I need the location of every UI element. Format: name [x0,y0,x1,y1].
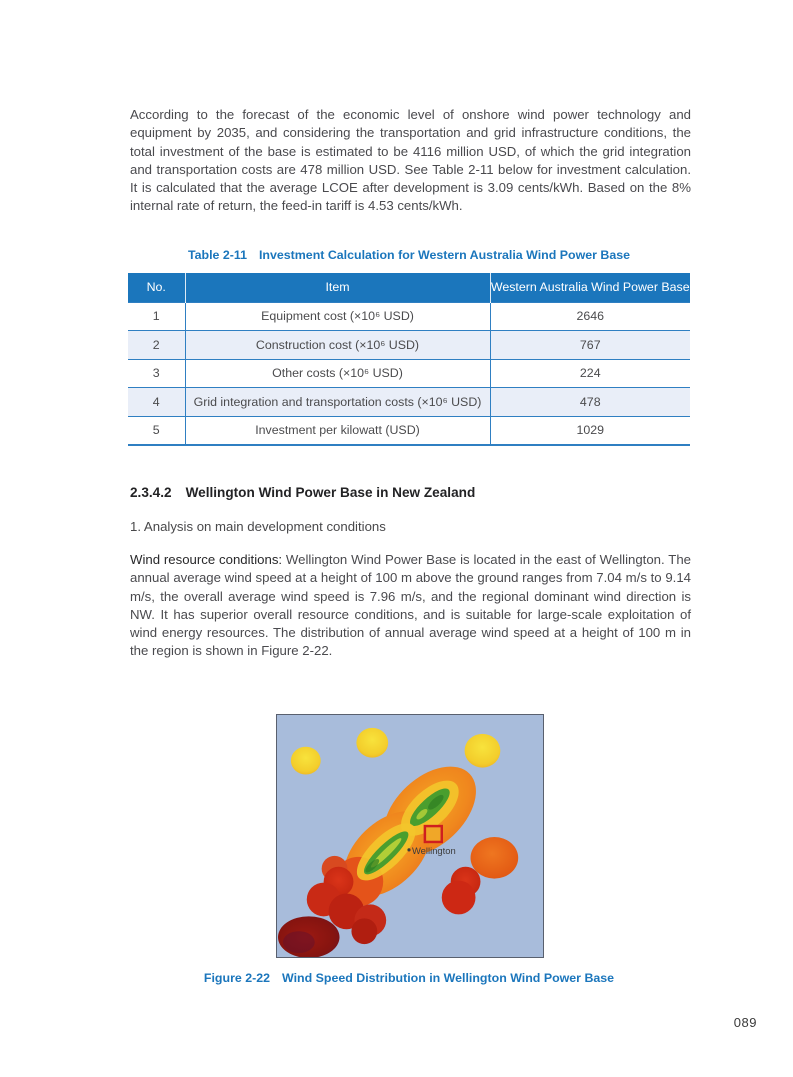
cell-value: 478 [490,388,690,417]
table-caption-label: Table 2-11 [187,248,247,262]
table-row [128,416,690,445]
wind-speed-map [276,714,544,958]
intro-paragraph: According to the forecast of the economic level of onshore wind power technology and equipment by 2035, and considering the transportation and grid infrastructure conditions, the total investment of the base is estimated to be 4116 million USD, of which the grid integration and transportation costs are 478 million USD. See Table 2-11 below for investment calculation. It is calculated that the average LCOE after development is 3.09 cents/kWh. Based on the 8% internal rate of return, the feed-in tariff is 4.53 cents/kWh. [130,107,691,214]
map-svg [277,715,543,957]
table-caption-title: Investment Calculation for Western Australia Wind Power Base [258,248,630,262]
map-dark-red-cell [278,916,340,957]
cell-item: Grid integration and transportation costs (×10⁶ USD) [185,388,490,417]
map-orange-cell-right [471,837,519,879]
cell-no: 1 [128,302,185,331]
investment-table [128,273,690,446]
section-heading [130,485,475,500]
table-caption [128,248,690,262]
cell-item: Investment per kilowatt (USD) [185,416,490,445]
col-header-item: Item [185,273,490,302]
wellington-label: Wellington [411,844,456,856]
cell-value: 2646 [490,302,690,331]
cell-item: Construction cost (×10⁶ USD) [185,331,490,360]
figure-caption [128,971,690,985]
table-header-row [128,273,690,302]
page-number: 089 [733,1015,757,1030]
cell-value: 224 [490,359,690,388]
table-row [128,302,690,331]
cell-value: 767 [490,331,690,360]
cell-no: 4 [128,388,185,417]
figure-caption-label: Figure 2-22 [203,971,271,985]
wind-paragraph-lead: Wind resource conditions: [130,552,283,567]
table-row [128,331,690,360]
section-number: 2.3.4.2 [130,485,172,500]
table-row [128,359,690,388]
figure-caption-title: Wind Speed Distribution in Wellington Wind Power Base [282,971,615,985]
cell-no: 3 [128,359,185,388]
wellington-site-marker [425,826,442,842]
col-header-no: No. [128,273,185,302]
cell-item: Equipment cost (×10⁶ USD) [185,302,490,331]
col-header-value: Western Australia Wind Power Base [490,273,690,302]
section-title: Wellington Wind Power Base in New Zealand [185,485,476,500]
analysis-subitem: 1. Analysis on main development conditions [130,519,386,534]
wellington-dot-icon [407,848,410,851]
cell-value: 1029 [490,416,690,445]
cell-item: Other costs (×10⁶ USD) [185,359,490,388]
wind-resource-paragraph [130,551,691,661]
cell-no: 5 [128,416,185,445]
table-row [128,388,690,417]
wind-paragraph-rest: Wellington Wind Power Base is located in the east of Wellington. The annual average wind speed at a height of 100 m above the ground ranges from 7.04 m/s to 9.14 m/s, the overall average wind speed is 7.96 m/s, and the regional dominant wind direction is NW. It has superior overall resource conditions, and is suitable for large-scale exploitation of wind energy resources. The distribution of annual average wind speed at a height of 100 m in the region is shown in Figure 2-22. [130,552,691,659]
cell-no: 2 [128,331,185,360]
